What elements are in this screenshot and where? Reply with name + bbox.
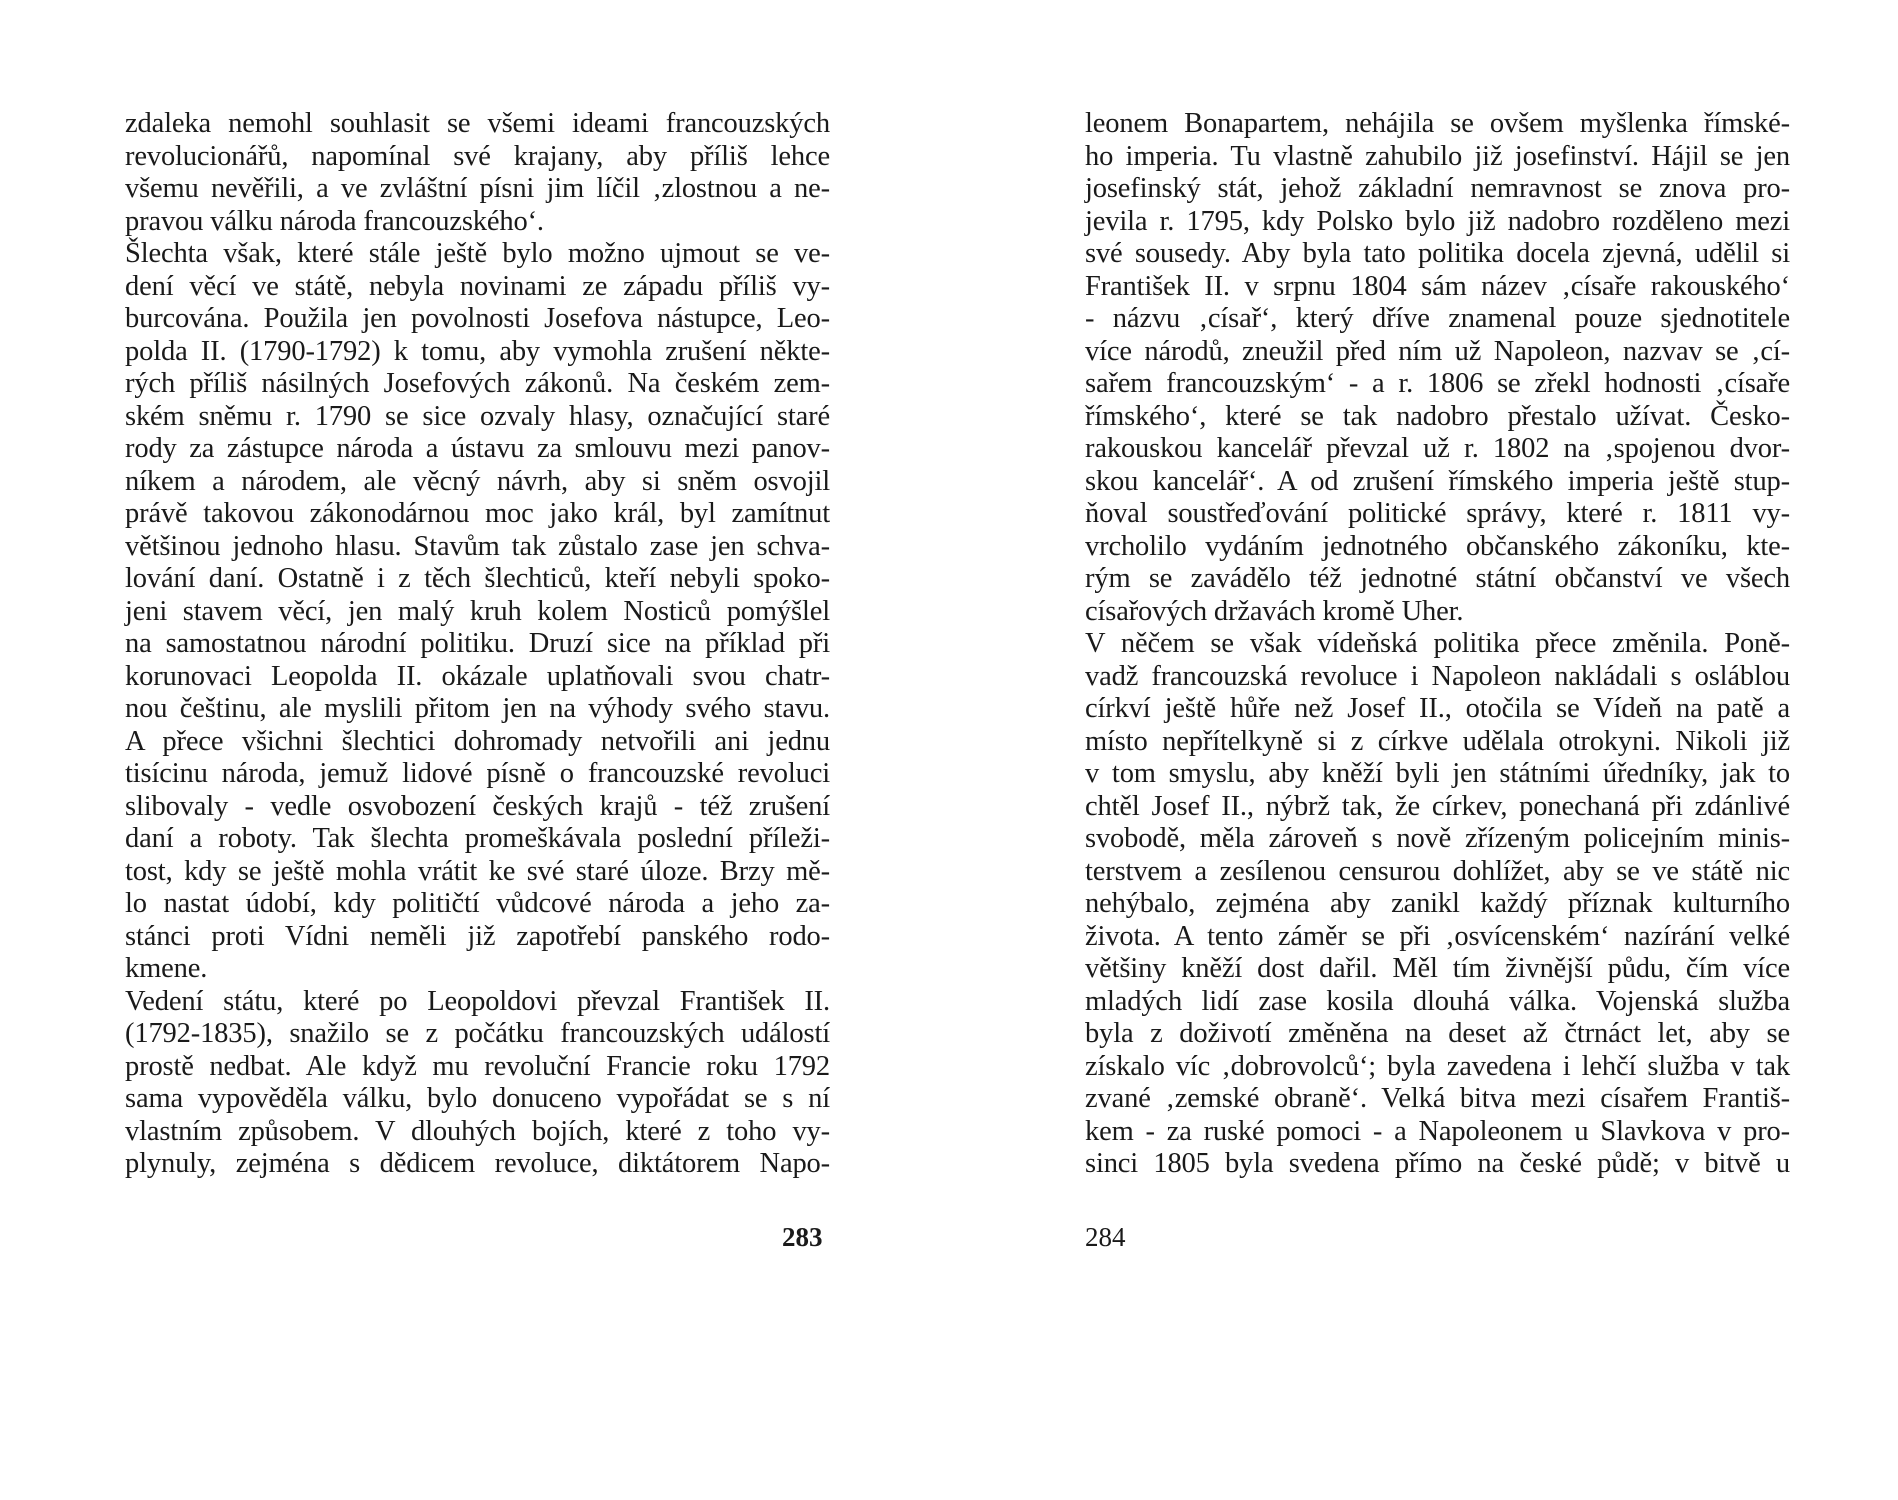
text-line: František II. v srpnu 1804 sám název ‚císaře rakouského‘	[1085, 270, 1790, 302]
text-line: rých příliš násilných Josefových zákonů. Na českém zem-	[125, 368, 830, 399]
text-line: jevila r. 1795, kdy Polsko bylo již nadobro rozděleno mezi	[1085, 205, 1790, 237]
text-line: ho imperia. Tu vlastně zahubilo již josefinství. Hájil se jen	[1085, 140, 1790, 172]
text-line: leonem Bonapartem, nehájila se ovšem myšlenka římské-	[1085, 108, 1790, 139]
text-line: rody za zástupce národa a ústavu za smlouvu mezi panov-	[125, 433, 830, 464]
text-line: v tom smyslu, aby kněží byli jen státními úředníky, jak to	[1085, 758, 1790, 789]
text-line: císařových državách kromě Uher.	[1085, 595, 1464, 627]
text-line: byla z doživotí změněna na deset až čtrnáct let, aby se	[1085, 1018, 1790, 1049]
text-line: ňoval soustřeďování politické správy, které r. 1811 vy-	[1085, 498, 1790, 529]
text-line: své sousedy. Aby byla tato politika docela zjevná, udělil si	[1085, 238, 1790, 269]
text-line: církví ještě hůře než Josef II., otočila se Vídeň na patě a	[1085, 693, 1790, 724]
text-line: sinci 1805 byla svedena přímo na české půdě; v bitvě u	[1085, 1148, 1790, 1179]
text-line: lo nastat údobí, kdy političtí vůdcové národa a jeho za-	[125, 888, 830, 919]
text-line: rakouskou kancelář převzal už r. 1802 na ‚spojenou dvor-	[1085, 433, 1790, 464]
text-line: ském sněmu r. 1790 se sice ozvaly hlasy, označující staré	[125, 400, 830, 432]
right-page-number: 284	[1085, 1222, 1126, 1252]
text-line: římského‘, které se tak nadobro přestalo užívat. Česko-	[1085, 400, 1790, 432]
text-line: většinou jednoho hlasu. Stavům tak zůstalo zase jen schva-	[125, 530, 830, 562]
text-line: terstvem a zesílenou censurou dohlížet, aby se ve státě nic	[1085, 855, 1790, 887]
text-line: sařem francouzským‘ - a r. 1806 se zřekl hodnosti ‚císaře	[1085, 368, 1790, 399]
text-line: většiny kněží dost dařil. Měl tím živnější půdu, čím více	[1085, 953, 1790, 984]
left-page-number: 283	[782, 1222, 823, 1252]
text-line: na samostatnou národní politiku. Druzí sice na příklad při	[125, 628, 830, 659]
text-line: prostě nedbat. Ale když mu revoluční Francie roku 1792	[125, 1050, 830, 1082]
text-line: nou češtinu, ale myslili přitom jen na výhody svého stavu.	[125, 693, 830, 724]
text-line: Šlechta však, které stále ještě bylo možno ujmout se ve-	[125, 238, 830, 269]
text-line: místo nepřítelkyně si z církve udělala otrokyni. Nikoli již	[1085, 725, 1790, 757]
text-line: svobodě, měla zároveň s nově zřízeným policejním minis-	[1085, 823, 1790, 854]
text-line: všemu nevěřili, a ve zvláštní písni jim líčil ‚zlostnou a ne-	[125, 173, 830, 204]
text-line: daní a roboty. Tak šlechta promeškávala poslední příleži-	[125, 823, 830, 854]
text-line: vrcholilo vydáním jednotného občanského zákoníku, kte-	[1085, 530, 1790, 562]
text-line: kem - za ruské pomoci - a Napoleonem u Slavkova v pro-	[1085, 1115, 1790, 1147]
text-line: života. A tento záměr se při ‚osvícenském‘ nazírání velké	[1085, 920, 1790, 952]
text-line: jeni stavem věcí, jen malý kruh kolem Nosticů pomýšlel	[125, 595, 830, 627]
text-line: slibovaly - vedle osvobození českých krajů - též zrušení	[125, 790, 830, 822]
text-line: burcována. Použila jen povolnosti Josefova nástupce, Leo-	[125, 303, 830, 334]
text-line: zdaleka nemohl souhlasit se všemi ideami francouzských	[125, 108, 830, 139]
text-line: mladých lidí zase kosila dlouhá válka. Vojenská služba	[1085, 985, 1790, 1017]
text-line: získalo víc ‚dobrovolců‘; byla zavedena i lehčí služba v tak	[1085, 1050, 1790, 1082]
text-line: revolucionářů, napomínal své krajany, aby příliš lehce	[125, 140, 830, 172]
text-line: - názvu ‚císař‘, který dříve znamenal pouze sjednotitele	[1085, 303, 1790, 334]
text-line: sama vypověděla válku, bylo donuceno vypořádat se s ní	[125, 1083, 830, 1114]
text-line: stánci proti Vídni neměli již zapotřebí panského rodo-	[125, 920, 830, 952]
text-line: nehýbalo, zejména aby zanikl každý příznak kulturního	[1085, 888, 1790, 919]
right-page-text	[1085, 108, 1790, 1181]
text-line: níkem a národem, ale věcný návrh, aby si sněm osvojil	[125, 465, 830, 497]
text-line: polda II. (1790-1792) k tomu, aby vymohla zrušení někte-	[125, 335, 830, 367]
text-line: chtěl Josef II., nýbrž tak, že církev, ponechaná při zdánlivé	[1085, 790, 1790, 822]
text-line: lování daní. Ostatně i z těch šlechticů, kteří nebyli spoko-	[125, 563, 830, 594]
text-line: plynuly, zejména s dědicem revoluce, diktátorem Napo-	[125, 1148, 830, 1179]
text-line: rým se zavádělo též jednotné státní občanství ve všech	[1085, 563, 1790, 594]
text-line: (1792-1835), snažilo se z počátku francouzských událostí	[125, 1018, 830, 1049]
right-page	[949, 0, 1898, 1500]
text-line: zvané ‚zemské obraně‘. Velká bitva mezi císařem Františ-	[1085, 1083, 1790, 1114]
text-line: vadž francouzská revoluce i Napoleon nakládali s osláblou	[1085, 660, 1790, 692]
text-line: dení věcí ve státě, nebyla novinami ze západu příliš vy-	[125, 270, 830, 302]
text-line: tisícinu národa, jemuž lidové písně o francouzské revoluci	[125, 758, 830, 789]
text-line: tost, kdy se ještě mohla vrátit ke své staré úloze. Brzy mě-	[125, 855, 830, 887]
text-line: právě takovou zákonodárnou moc jako král, byl zamítnut	[125, 498, 830, 529]
text-line: vlastním způsobem. V dlouhých bojích, které z toho vy-	[125, 1115, 830, 1147]
text-line: korunovaci Leopolda II. okázale uplatňovali svou chatr-	[125, 660, 830, 692]
text-line: Vedení státu, které po Leopoldovi převzal František II.	[125, 985, 830, 1017]
text-line: V něčem se však vídeňská politika přece změnila. Poně-	[1085, 628, 1790, 659]
text-line: kmene.	[125, 953, 208, 984]
text-line: josefinský stát, jehož základní nemravnost se znova pro-	[1085, 173, 1790, 204]
text-line: skou kancelář‘. A od zrušení římského imperia ještě stup-	[1085, 465, 1790, 497]
text-line: A přece všichni šlechtici dohromady netvořili ani jednu	[125, 725, 830, 757]
text-line: pravou válku národa francouzského‘.	[125, 205, 544, 237]
text-line: více národů, zneužil před ním už Napoleon, nazvav se ‚cí-	[1085, 335, 1790, 367]
left-page-text	[125, 108, 830, 1181]
